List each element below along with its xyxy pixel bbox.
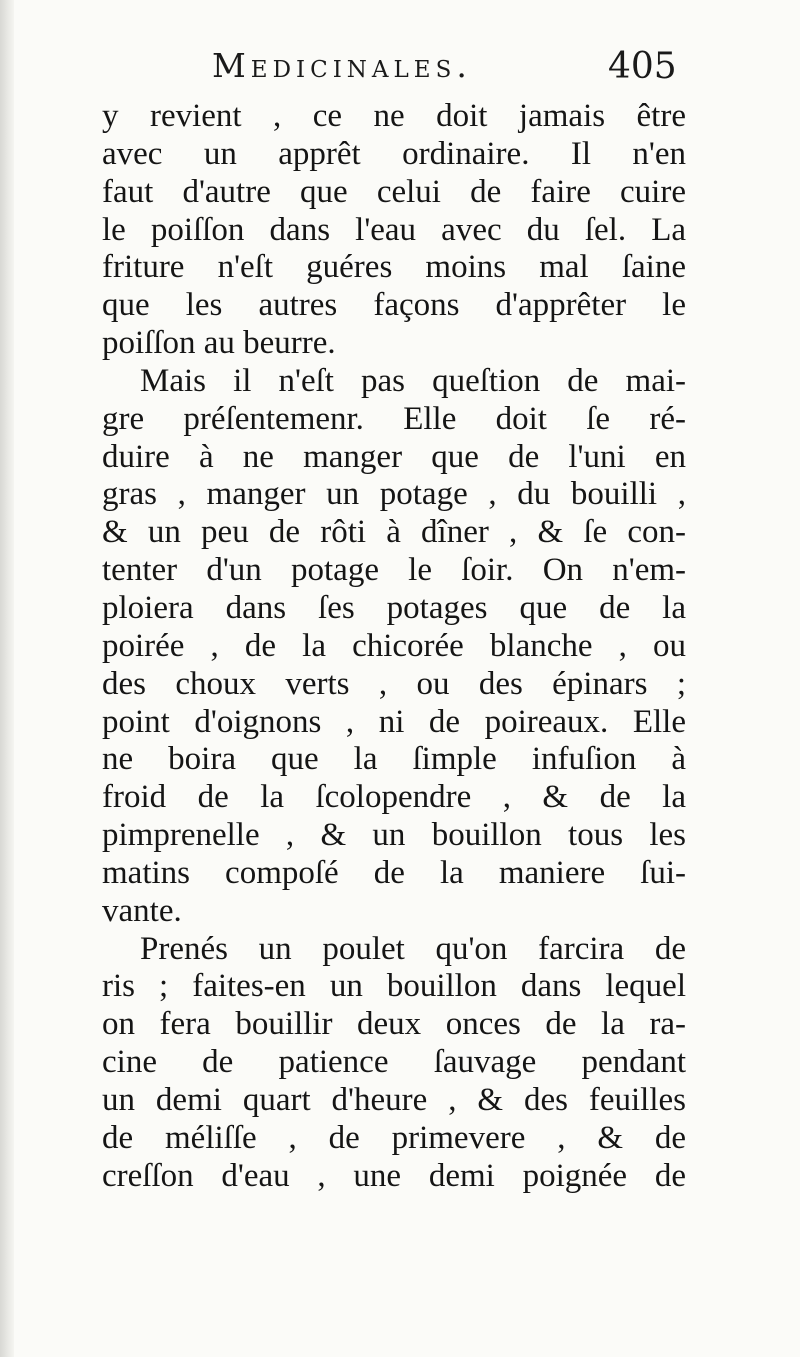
- text-line: froid de la ſcolopendre , & de la: [102, 779, 686, 816]
- text-line: & un peu de rôti à dîner , & ſe con-: [102, 514, 686, 551]
- text-line: tenter d'un potage le ſoir. On n'em-: [102, 552, 686, 589]
- text-line: ris ; faites-en un bouillon dans lequel: [102, 968, 686, 1005]
- text-line: friture n'eſt guéres moins mal ſaine: [102, 249, 686, 286]
- text-line: ploiera dans ſes potages que de la: [102, 589, 686, 626]
- running-title: Medicinales.: [212, 46, 472, 85]
- text-line: avec un apprêt ordinaire. Il n'en: [102, 135, 686, 172]
- text-line: gras , manger un potage , du bouilli ,: [102, 476, 686, 513]
- text-line: que les autres façons d'apprêter le: [102, 287, 686, 324]
- text-line: matins compoſé de la maniere ſui-: [102, 854, 686, 891]
- text-line: on fera bouillir deux onces de la ra-: [102, 1006, 686, 1043]
- text-line: point d'oignons , ni de poireaux. Elle: [102, 703, 686, 740]
- text-line: y revient , ce ne doit jamais être: [102, 98, 686, 134]
- text-line: duire à ne manger que de l'uni en: [102, 438, 686, 475]
- text-line: creſſon d'eau , une demi poignée de: [102, 1157, 686, 1194]
- text-line: poiſſon au beurre.: [102, 325, 336, 362]
- text-line: de méliſſe , de primevere , & de: [102, 1119, 686, 1156]
- text-line: ne boira que la ſimple infuſion à: [102, 741, 686, 778]
- text-line: pimprenelle , & un bouillon tous les: [102, 817, 686, 854]
- paragraph-first-line: Prenés un poulet qu'on farcira de: [140, 930, 686, 967]
- text-line: cine de patience ſauvage pendant: [102, 1044, 686, 1081]
- page-header: [0, 46, 800, 96]
- body-text: [102, 98, 686, 1195]
- text-line: gre préſentemenr. Elle doit ſe ré-: [102, 400, 686, 437]
- text-line: le poiſſon dans l'eau avec du ſel. La: [102, 211, 686, 248]
- text-line: faut d'autre que celui de faire cuire: [102, 173, 686, 210]
- text-line: poirée , de la chicorée blanche , ou: [102, 627, 686, 664]
- text-line: des choux verts , ou des épinars ;: [102, 665, 686, 702]
- page-number: 405: [608, 46, 677, 87]
- text-line: vante.: [102, 892, 182, 929]
- text-line: un demi quart d'heure , & des feuilles: [102, 1081, 686, 1118]
- paragraph-first-line: Mais il n'eſt pas queſtion de mai-: [140, 362, 686, 399]
